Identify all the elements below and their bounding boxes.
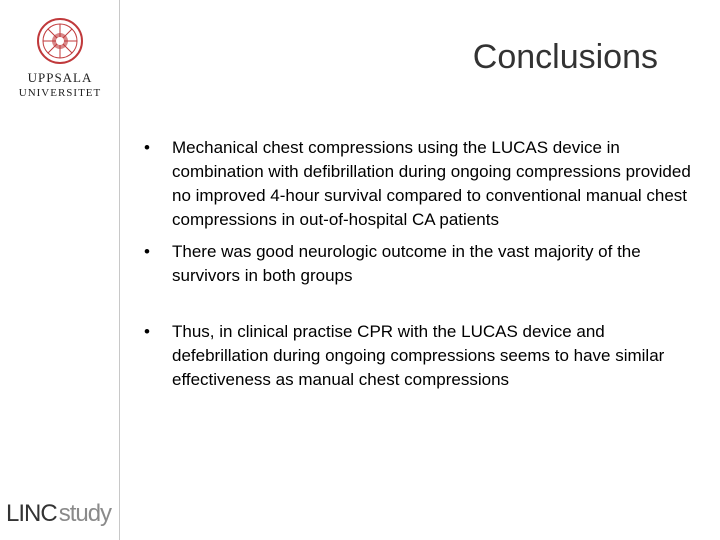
bullet-item bbox=[144, 320, 704, 392]
bullet-marker: • bbox=[144, 322, 150, 341]
university-name-line2: UNIVERSITET bbox=[18, 87, 102, 99]
linc-logo-part2: study bbox=[58, 500, 112, 527]
bullet-item bbox=[144, 240, 704, 288]
slide-title: Conclusions bbox=[472, 38, 658, 76]
linc-study-logo bbox=[6, 498, 118, 530]
bullet-marker: • bbox=[144, 242, 150, 261]
university-name-line1: UPPSALA bbox=[27, 70, 93, 85]
bullet-item bbox=[144, 136, 704, 232]
bullet-text: Thus, in clinical practise CPR with the LUCAS device and defebrillation during ongoing compressions seems to have similar effectiveness as manual chest compressions bbox=[172, 322, 665, 389]
bullet-text: There was good neurologic outcome in the vast majority of the survivors in both groups bbox=[172, 242, 641, 285]
university-seal-icon bbox=[36, 17, 84, 65]
sidebar-panel bbox=[0, 0, 120, 540]
linc-logo-part1: LINC bbox=[6, 500, 57, 527]
bullet-marker: • bbox=[144, 138, 150, 157]
bullet-text: Mechanical chest compressions using the LUCAS device in combination with defibrillation during ongoing compressions provided no improved 4-hour survival compared to conventional manual chest compressions in out-of-hospital CA patients bbox=[172, 138, 691, 229]
bullet-list bbox=[144, 136, 704, 392]
